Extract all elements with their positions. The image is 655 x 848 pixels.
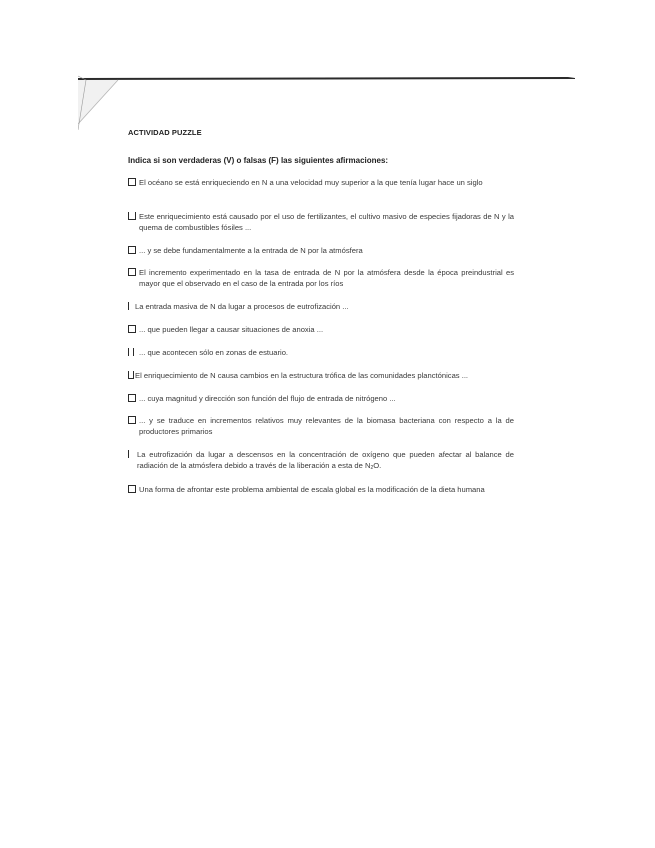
statement-text [137,450,514,473]
answer-checkbox[interactable] [128,348,131,356]
statement-item [128,450,514,473]
answer-checkbox[interactable] [128,302,132,310]
statement-item [128,178,514,189]
statement-text-main: La eutrofización da lugar a descensos en la concentración de oxígeno que pueden afectar al balance de radiación de la atmósfera debido a través de la liberación a esta de N [137,450,514,470]
answer-checkbox[interactable] [128,485,136,493]
statement-text: ... cuya magnitud y dirección son función del flujo de entrada de nitrógeno ... [139,394,396,403]
answer-checkbox[interactable] [128,450,131,458]
statement-item [128,246,514,257]
statement-item [128,268,514,289]
instructions: Indica si son verdaderas (V) o falsas (F) las siguientes afirmaciones: [128,156,389,165]
answer-checkbox[interactable] [128,246,136,254]
statement-text: El incremento experimentado en la tasa de entrada de N por la atmósfera desde la época preindustrial es mayor que el observado en el caso de la entrada por los ríos [139,268,514,288]
answer-checkbox[interactable] [128,416,136,424]
scan-top-edge [78,72,576,82]
statement-text: ... que acontecen sólo en zonas de estuario. [139,348,289,357]
answer-checkbox[interactable] [128,178,136,186]
statement-text: Este enriquecimiento está causado por el uso de fertilizantes, el cultivo masivo de especies fijadoras de N y la quema de combustibles fósiles ... [139,212,514,232]
statement-text: ... y se debe fundamentalmente a la entrada de N por la atmósfera [139,246,363,255]
statement-text-suffix: O. [373,460,382,470]
statement-text: ... y se traduce en incrementos relativos muy relevantes de la biomasa bacteriana con respecto a la de productores primarios [139,416,514,436]
worksheet-title: ACTIVIDAD PUZZLE [128,128,202,137]
statement-text: El océano se está enriqueciendo en N a una velocidad muy superior a la que tenía lugar hace un siglo [139,178,483,187]
answer-checkbox[interactable] [128,212,136,220]
statement-item [128,212,514,233]
statement-text: ... que pueden llegar a causar situaciones de anoxia ... [139,325,324,334]
statement-item [128,371,514,382]
answer-checkbox[interactable] [128,371,134,379]
statement-item [128,302,514,313]
answer-checkbox[interactable] [128,325,136,333]
statement-item [128,348,514,359]
answer-checkbox[interactable] [128,268,136,276]
statement-text: El enriquecimiento de N causa cambios en la estructura trófica de las comunidades planctónicas ... [135,371,469,380]
statement-item [128,394,514,405]
subscript: 2 [370,464,374,471]
statement-item [128,416,514,437]
answer-checkbox-edge [133,348,136,356]
statement-item [128,325,514,336]
statement-text: La entrada masiva de N da lugar a procesos de eutrofización ... [135,302,349,311]
answer-checkbox[interactable] [128,394,136,402]
statement-item [128,485,514,496]
statement-text: Una forma de afrontar este problema ambiental de escala global es la modificación de la dieta humana [139,485,485,494]
